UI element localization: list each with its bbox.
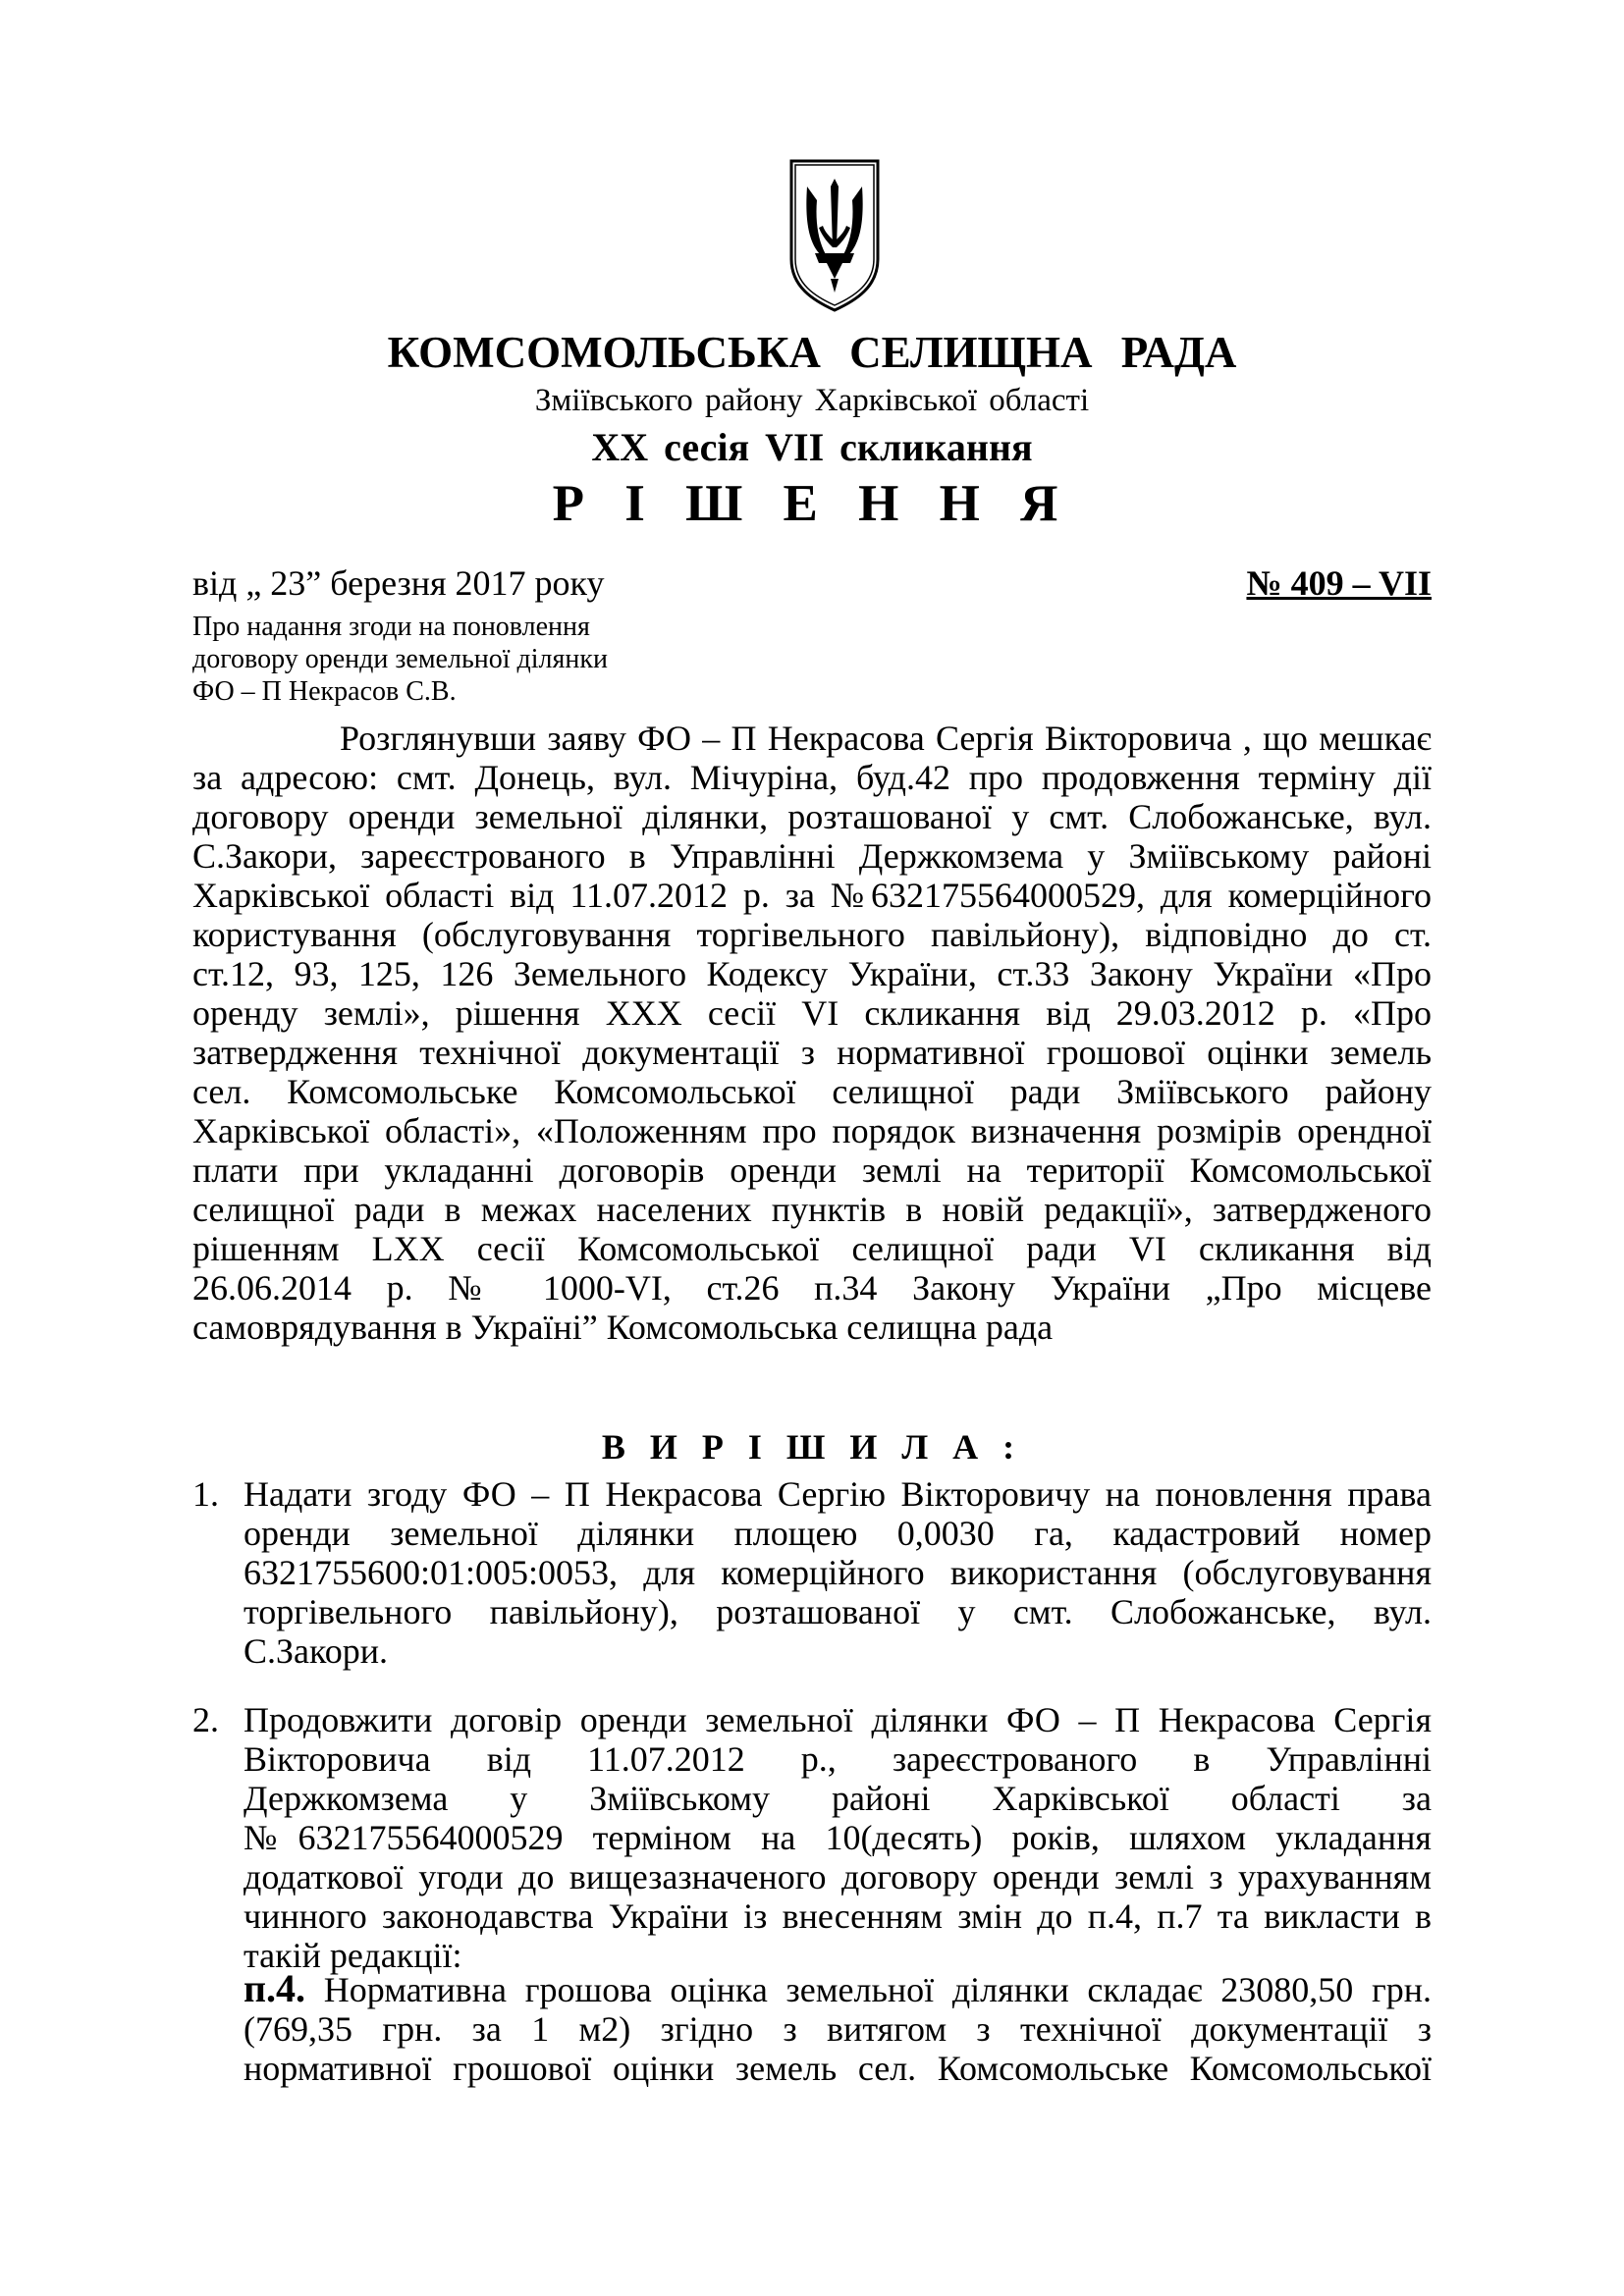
preamble-line: користування (обслуговування торгівельного павільйону), відповідно до ст. bbox=[192, 915, 1432, 954]
item-line: такій редакції: bbox=[244, 1936, 462, 1975]
preamble-line: Харківської області», «Положенням про порядок визначення розмірів орендної bbox=[192, 1111, 1432, 1150]
item-line: оренди земельної ділянки площею 0,0030 га, кадастровий номер bbox=[244, 1514, 1432, 1553]
subject-line: договору оренди земельної ділянки bbox=[192, 644, 608, 674]
clause-p4 bbox=[244, 1966, 1432, 2088]
item-text bbox=[244, 1474, 1432, 1671]
item-number: 1. bbox=[192, 1474, 219, 1514]
council-title: КОМСОМОЛЬСЬКА СЕЛИЩНА РАДА bbox=[387, 328, 1237, 377]
session-line: XX сесія VII скликання bbox=[591, 425, 1033, 469]
item-line: С.Закори. bbox=[244, 1631, 388, 1671]
preamble-line: рішенням LXX сесії Комсомольської селищної ради VI скликання від bbox=[192, 1229, 1432, 1268]
decision-number: № 409 – VII bbox=[1246, 563, 1432, 603]
preamble-line: оренду землі», рішення XXX сесії VI скликання від 29.03.2012 р. «Про bbox=[192, 993, 1432, 1033]
trident-coat-of-arms-icon bbox=[785, 157, 884, 314]
decision-date: від „ 23” березня 2017 року bbox=[192, 563, 605, 603]
clause-line: (769,35 грн. за 1 м2) згідно з витягом з технічної документації з bbox=[244, 2009, 1432, 2049]
subject-line: Про надання згоди на поновлення bbox=[192, 612, 590, 642]
preamble-line: 26.06.2014 р. № 1000-VI, ст.26 п.34 Закону України „Про місцеве bbox=[192, 1268, 1432, 1308]
item-text bbox=[244, 1700, 1432, 1975]
preamble-line: самоврядування в Україні” Комсомольська селищна рада bbox=[192, 1308, 1054, 1347]
preamble-paragraph bbox=[192, 719, 1432, 1347]
clause-text: Нормативна грошова оцінка земельної ділянки складає 23080,50 грн. bbox=[305, 1970, 1432, 2009]
clause-label: п.4. bbox=[244, 1966, 306, 2010]
preamble-line: селищної ради в межах населених пунктів в новій редакції», затвердженого bbox=[192, 1190, 1432, 1229]
clause-line: нормативної грошової оцінки земель сел. Комсомольське Комсомольської bbox=[244, 2049, 1432, 2088]
preamble-line: ст.12, 93, 125, 126 Земельного Кодексу України, ст.33 Закону України «Про bbox=[192, 954, 1432, 993]
item-line: чинного законодавства України із внесенням змін до п.4, п.7 та викласти в bbox=[244, 1896, 1432, 1936]
decision-subject bbox=[192, 611, 608, 708]
clause-line bbox=[244, 1966, 1432, 2010]
item-line: Продовжити договір оренди земельної ділянки ФО – П Некрасова Сергія bbox=[244, 1700, 1432, 1739]
item-line: Держкомзема у Зміївському районі Харківської області за bbox=[244, 1779, 1432, 1818]
decision-heading: Р І Ш Е Н Н Я bbox=[552, 475, 1072, 532]
preamble-line: затвердження технічної документації з нормативної грошової оцінки земель bbox=[192, 1033, 1432, 1072]
district-line: Зміївського району Харківської області bbox=[534, 383, 1090, 418]
preamble-line: сел. Комсомольське Комсомольської селищної ради Зміївського району bbox=[192, 1072, 1432, 1111]
item-line: №632175564000529 терміном на 10(десять) років, шляхом укладання bbox=[244, 1818, 1432, 1857]
subject-line: ФО – П Некрасов С.В. bbox=[192, 676, 457, 707]
item-number: 2. bbox=[192, 1700, 219, 1739]
item-line: торгівельного павільйону), розташованої у смт. Слобожанське, вул. bbox=[244, 1592, 1432, 1631]
preamble-line: Харківської області від 11.07.2012 р. за №632175564000529, для комерційного bbox=[192, 876, 1432, 915]
item-line: додаткової угоди до вищезазначеного договору оренди землі з урахуванням bbox=[244, 1857, 1432, 1896]
item-line: Вікторовича від 11.07.2012 р., зареєстрованого в Управлінні bbox=[244, 1739, 1432, 1779]
item-line: 6321755600:01:005:0053, для комерційного використання (обслуговування bbox=[244, 1553, 1432, 1592]
item-line: Надати згоду ФО – П Некрасова Сергію Вікторовичу на поновлення права bbox=[244, 1474, 1432, 1514]
resolved-heading: В И Р І Ш И Л А : bbox=[601, 1427, 1023, 1467]
preamble-line: С.Закори, зареєстрованого в Управлінні Держкомзема у Зміївському районі bbox=[192, 836, 1432, 876]
preamble-line: плати при укладанні договорів оренди землі на території Комсомольської bbox=[192, 1150, 1432, 1190]
preamble-line: договору оренди земельної ділянки, розташованої у смт. Слобожанське, вул. bbox=[192, 797, 1432, 836]
preamble-line: Розглянувши заяву ФО – П Некрасова Сергія Вікторовича , що мешкає bbox=[340, 719, 1432, 758]
preamble-line: за адресою: смт. Донець, вул. Мічуріна, буд.42 про продовження терміну дії bbox=[192, 758, 1432, 797]
